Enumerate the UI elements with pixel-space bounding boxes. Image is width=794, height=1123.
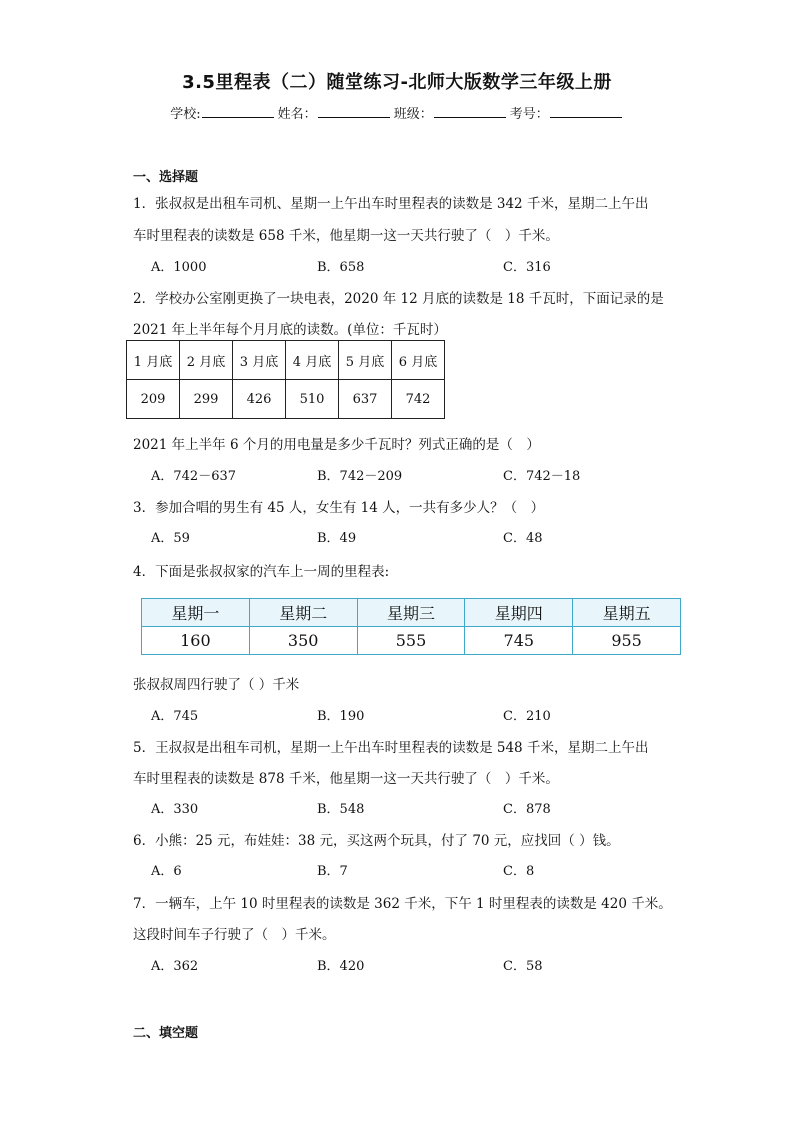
q2-header-cell: 1 月底 [127,341,180,380]
q1-text-line2: 车时里程表的读数是 658 千米，他星期一这一天共行驶了（ ）千米。 [133,228,559,244]
section-heading-choice: 一、选择题 [133,170,199,185]
q2-value-cell: 637 [339,380,392,419]
q2-header-cell: 6 月底 [392,341,445,380]
q4-text-line1: 4．下面是张叔叔家的汽车上一周的里程表: [133,564,390,580]
class-blank[interactable] [434,105,506,118]
q4-header-cell: 星期五 [573,599,681,627]
q7-text-line1: 7．一辆车，上午 10 时里程表的读数是 362 千米，下午 1 时里程表的读数是 420 千米。 [133,896,672,912]
q6-option-b[interactable]: B．7 [317,864,348,879]
q4-header-cell: 星期二 [249,599,357,627]
q1-option-c[interactable]: C．316 [503,260,551,275]
q4-value-cell: 555 [357,627,465,655]
q7-option-c[interactable]: C．58 [503,959,543,974]
page-title: 3.5里程表（二）随堂练习-北师大版数学三年级上册 [182,72,612,93]
q6-option-c[interactable]: C．8 [503,864,535,879]
q7-option-b[interactable]: B．420 [317,959,365,974]
q4-value-cell: 955 [573,627,681,655]
class-label: 班级： [393,107,433,122]
q5-option-c[interactable]: C．878 [503,802,551,817]
q4-option-c[interactable]: C．210 [503,709,551,724]
school-blank[interactable] [202,105,274,118]
student-info-line [0,103,794,122]
q2-header-cell: 4 月底 [286,341,339,380]
q4-header-cell: 星期一 [142,599,250,627]
q7-option-a[interactable]: A．362 [151,959,199,974]
section-heading-fill: 二、填空题 [133,1026,199,1041]
q2-option-b[interactable]: B．742－209 [317,469,403,484]
q1-option-b[interactable]: B．658 [317,260,365,275]
name-blank[interactable] [318,105,390,118]
q4-header-cell: 星期四 [465,599,573,627]
q2-header-cell: 2 月底 [180,341,233,380]
q6-option-a[interactable]: A．6 [151,864,182,879]
q5-option-b[interactable]: B．548 [317,802,365,817]
q4-option-b[interactable]: B．190 [317,709,365,724]
q4-text-line2: 张叔叔周四行驶了（ ）千米 [133,677,300,693]
q2-option-a[interactable]: A．742－637 [151,469,237,484]
q5-option-a[interactable]: A．330 [151,802,199,817]
q4-option-a[interactable]: A．745 [151,709,199,724]
q4-value-cell: 160 [142,627,250,655]
q2-value-cell: 299 [180,380,233,419]
name-label: 姓名： [277,107,317,122]
q2-text-line3: 2021 年上半年 6 个月的用电量是多少千瓦时？列式正确的是（ ） [133,437,540,453]
q2-text-line2: 2021 年上半年每个月月底的读数。(单位：千瓦时） [133,322,447,338]
q2-header-cell: 3 月底 [233,341,286,380]
q1-text-line1: 1．张叔叔是出租车司机、星期一上午出车时里程表的读数是 342 千米，星期二上午出 [133,196,649,212]
q2-option-c[interactable]: C．742－18 [503,469,581,484]
q3-option-a[interactable]: A．59 [151,531,190,546]
q3-text-line1: 3．参加合唱的男生有 45 人，女生有 14 人，一共有多少人？（ ） [133,500,545,516]
q4-value-cell: 745 [465,627,573,655]
q4-mileage-table [141,598,681,655]
q1-option-a[interactable]: A．1000 [151,260,207,275]
q6-text-line1: 6．小熊：25 元，布娃娃：38 元，买这两个玩具，付了 70 元，应找回（ ）钱。 [133,833,620,849]
q3-option-c[interactable]: C．48 [503,531,543,546]
q2-value-cell: 510 [286,380,339,419]
q2-value-cell: 209 [127,380,180,419]
school-label: 学校: [170,107,201,122]
q4-value-cell: 350 [249,627,357,655]
q5-text-line2: 车时里程表的读数是 878 千米，他星期一这一天共行驶了（ ）千米。 [133,771,559,787]
number-label: 考号： [509,107,549,122]
q2-value-cell: 742 [392,380,445,419]
number-blank[interactable] [550,105,622,118]
q2-text-line1: 2．学校办公室刚更换了一块电表，2020 年 12 月底的读数是 18 千瓦时，下面记录的是 [133,291,664,307]
q2-header-cell: 5 月底 [339,341,392,380]
q7-text-line2: 这段时间车子行驶了（ ）千米。 [133,927,336,943]
q2-meter-table [126,340,445,419]
q3-option-b[interactable]: B．49 [317,531,357,546]
q4-header-cell: 星期三 [357,599,465,627]
q5-text-line1: 5．王叔叔是出租车司机，星期一上午出车时里程表的读数是 548 千米，星期二上午出 [133,740,649,756]
q2-value-cell: 426 [233,380,286,419]
